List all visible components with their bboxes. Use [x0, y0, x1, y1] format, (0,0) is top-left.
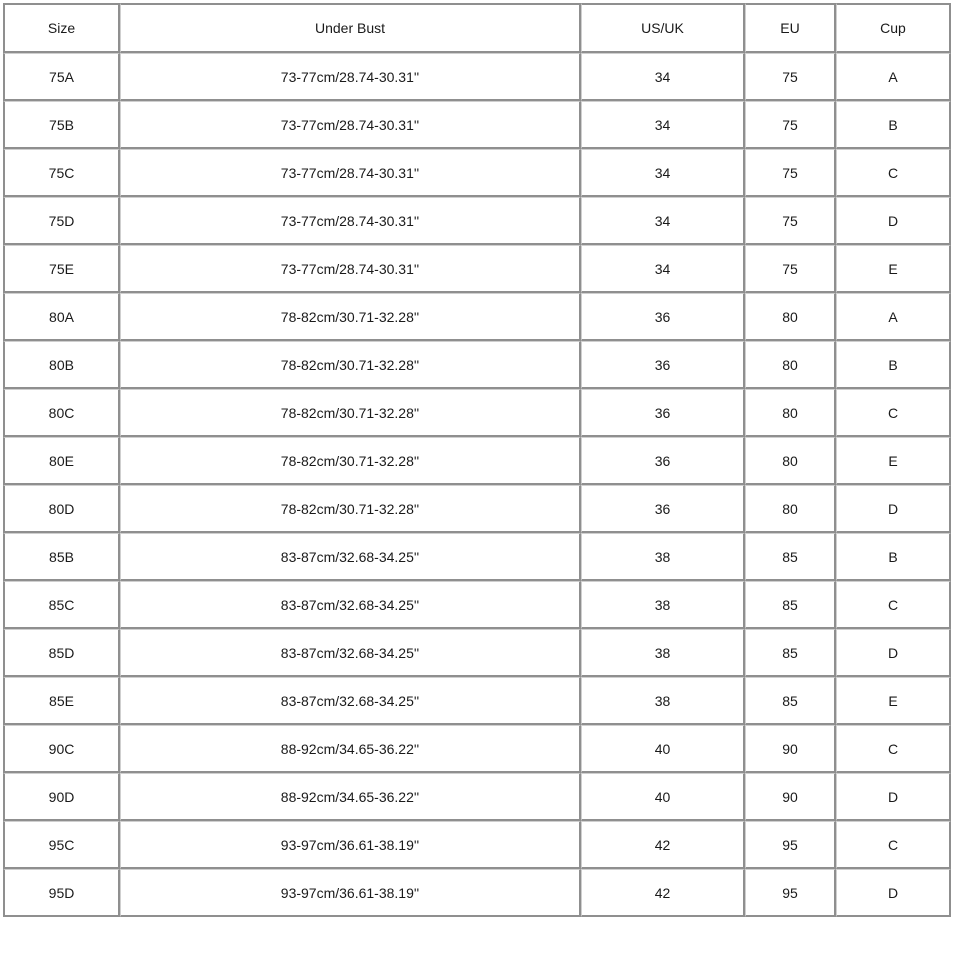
cell-under-bust: 78-82cm/30.71-32.28'' [120, 485, 581, 533]
cell-size: 90C [3, 725, 120, 773]
cell-cup: C [836, 725, 951, 773]
cell-under-bust: 93-97cm/36.61-38.19'' [120, 821, 581, 869]
table-row [3, 197, 951, 245]
table-row [3, 341, 951, 389]
cell-under-bust: 78-82cm/30.71-32.28'' [120, 293, 581, 341]
table-row [3, 101, 951, 149]
cell-cup: A [836, 53, 951, 101]
cell-size: 80A [3, 293, 120, 341]
cell-size: 85D [3, 629, 120, 677]
table-row [3, 485, 951, 533]
cell-us-uk: 38 [581, 581, 745, 629]
cell-us-uk: 36 [581, 293, 745, 341]
header-cup: Cup [836, 3, 951, 53]
cell-under-bust: 73-77cm/28.74-30.31'' [120, 149, 581, 197]
cell-cup: D [836, 869, 951, 917]
cell-cup: B [836, 341, 951, 389]
table-row [3, 245, 951, 293]
cell-size: 85C [3, 581, 120, 629]
cell-size: 80E [3, 437, 120, 485]
table-row [3, 773, 951, 821]
cell-under-bust: 73-77cm/28.74-30.31'' [120, 53, 581, 101]
cell-eu: 75 [745, 245, 836, 293]
table-body [3, 53, 951, 917]
cell-cup: D [836, 197, 951, 245]
cell-us-uk: 34 [581, 197, 745, 245]
cell-under-bust: 88-92cm/34.65-36.22'' [120, 725, 581, 773]
cell-under-bust: 73-77cm/28.74-30.31'' [120, 245, 581, 293]
cell-cup: A [836, 293, 951, 341]
cell-under-bust: 93-97cm/36.61-38.19'' [120, 869, 581, 917]
cell-cup: B [836, 101, 951, 149]
cell-us-uk: 36 [581, 437, 745, 485]
cell-cup: E [836, 245, 951, 293]
cell-eu: 75 [745, 53, 836, 101]
cell-us-uk: 38 [581, 629, 745, 677]
cell-cup: B [836, 533, 951, 581]
table-row [3, 677, 951, 725]
cell-under-bust: 83-87cm/32.68-34.25'' [120, 677, 581, 725]
cell-eu: 75 [745, 101, 836, 149]
cell-eu: 80 [745, 341, 836, 389]
table-row [3, 629, 951, 677]
header-eu: EU [745, 3, 836, 53]
cell-eu: 80 [745, 485, 836, 533]
cell-size: 75C [3, 149, 120, 197]
table-row [3, 581, 951, 629]
cell-cup: D [836, 485, 951, 533]
cell-size: 95C [3, 821, 120, 869]
cell-eu: 85 [745, 677, 836, 725]
cell-under-bust: 78-82cm/30.71-32.28'' [120, 389, 581, 437]
cell-size: 75A [3, 53, 120, 101]
cell-size: 80B [3, 341, 120, 389]
cell-us-uk: 40 [581, 725, 745, 773]
cell-under-bust: 73-77cm/28.74-30.31'' [120, 101, 581, 149]
table-header [3, 3, 951, 53]
cell-size: 95D [3, 869, 120, 917]
cell-under-bust: 78-82cm/30.71-32.28'' [120, 341, 581, 389]
cell-eu: 85 [745, 533, 836, 581]
cell-eu: 85 [745, 629, 836, 677]
table-row [3, 533, 951, 581]
cell-us-uk: 40 [581, 773, 745, 821]
cell-us-uk: 36 [581, 341, 745, 389]
cell-size: 75B [3, 101, 120, 149]
size-chart-table [3, 3, 951, 917]
table-row [3, 821, 951, 869]
table-row [3, 389, 951, 437]
cell-eu: 90 [745, 773, 836, 821]
cell-us-uk: 42 [581, 869, 745, 917]
cell-eu: 75 [745, 149, 836, 197]
cell-cup: E [836, 437, 951, 485]
cell-size: 80C [3, 389, 120, 437]
cell-size: 75D [3, 197, 120, 245]
table-row [3, 53, 951, 101]
cell-cup: C [836, 389, 951, 437]
header-us-uk: US/UK [581, 3, 745, 53]
cell-us-uk: 42 [581, 821, 745, 869]
cell-us-uk: 34 [581, 53, 745, 101]
cell-us-uk: 34 [581, 245, 745, 293]
cell-under-bust: 83-87cm/32.68-34.25'' [120, 581, 581, 629]
cell-size: 85E [3, 677, 120, 725]
cell-cup: C [836, 821, 951, 869]
cell-eu: 80 [745, 293, 836, 341]
cell-eu: 75 [745, 197, 836, 245]
cell-us-uk: 34 [581, 149, 745, 197]
cell-eu: 95 [745, 821, 836, 869]
cell-eu: 85 [745, 581, 836, 629]
cell-under-bust: 83-87cm/32.68-34.25'' [120, 629, 581, 677]
cell-under-bust: 78-82cm/30.71-32.28'' [120, 437, 581, 485]
table-row [3, 869, 951, 917]
cell-us-uk: 34 [581, 101, 745, 149]
cell-under-bust: 88-92cm/34.65-36.22'' [120, 773, 581, 821]
cell-us-uk: 38 [581, 533, 745, 581]
cell-under-bust: 73-77cm/28.74-30.31'' [120, 197, 581, 245]
table-row [3, 293, 951, 341]
cell-eu: 80 [745, 437, 836, 485]
header-under-bust: Under Bust [120, 3, 581, 53]
table-row [3, 149, 951, 197]
cell-cup: D [836, 629, 951, 677]
cell-us-uk: 38 [581, 677, 745, 725]
cell-cup: E [836, 677, 951, 725]
table-row [3, 725, 951, 773]
header-size: Size [3, 3, 120, 53]
cell-size: 80D [3, 485, 120, 533]
cell-size: 90D [3, 773, 120, 821]
cell-eu: 80 [745, 389, 836, 437]
cell-us-uk: 36 [581, 389, 745, 437]
cell-under-bust: 83-87cm/32.68-34.25'' [120, 533, 581, 581]
cell-eu: 95 [745, 869, 836, 917]
cell-eu: 90 [745, 725, 836, 773]
cell-size: 85B [3, 533, 120, 581]
cell-us-uk: 36 [581, 485, 745, 533]
cell-cup: C [836, 581, 951, 629]
header-row [3, 3, 951, 53]
cell-cup: C [836, 149, 951, 197]
table-row [3, 437, 951, 485]
cell-size: 75E [3, 245, 120, 293]
cell-cup: D [836, 773, 951, 821]
